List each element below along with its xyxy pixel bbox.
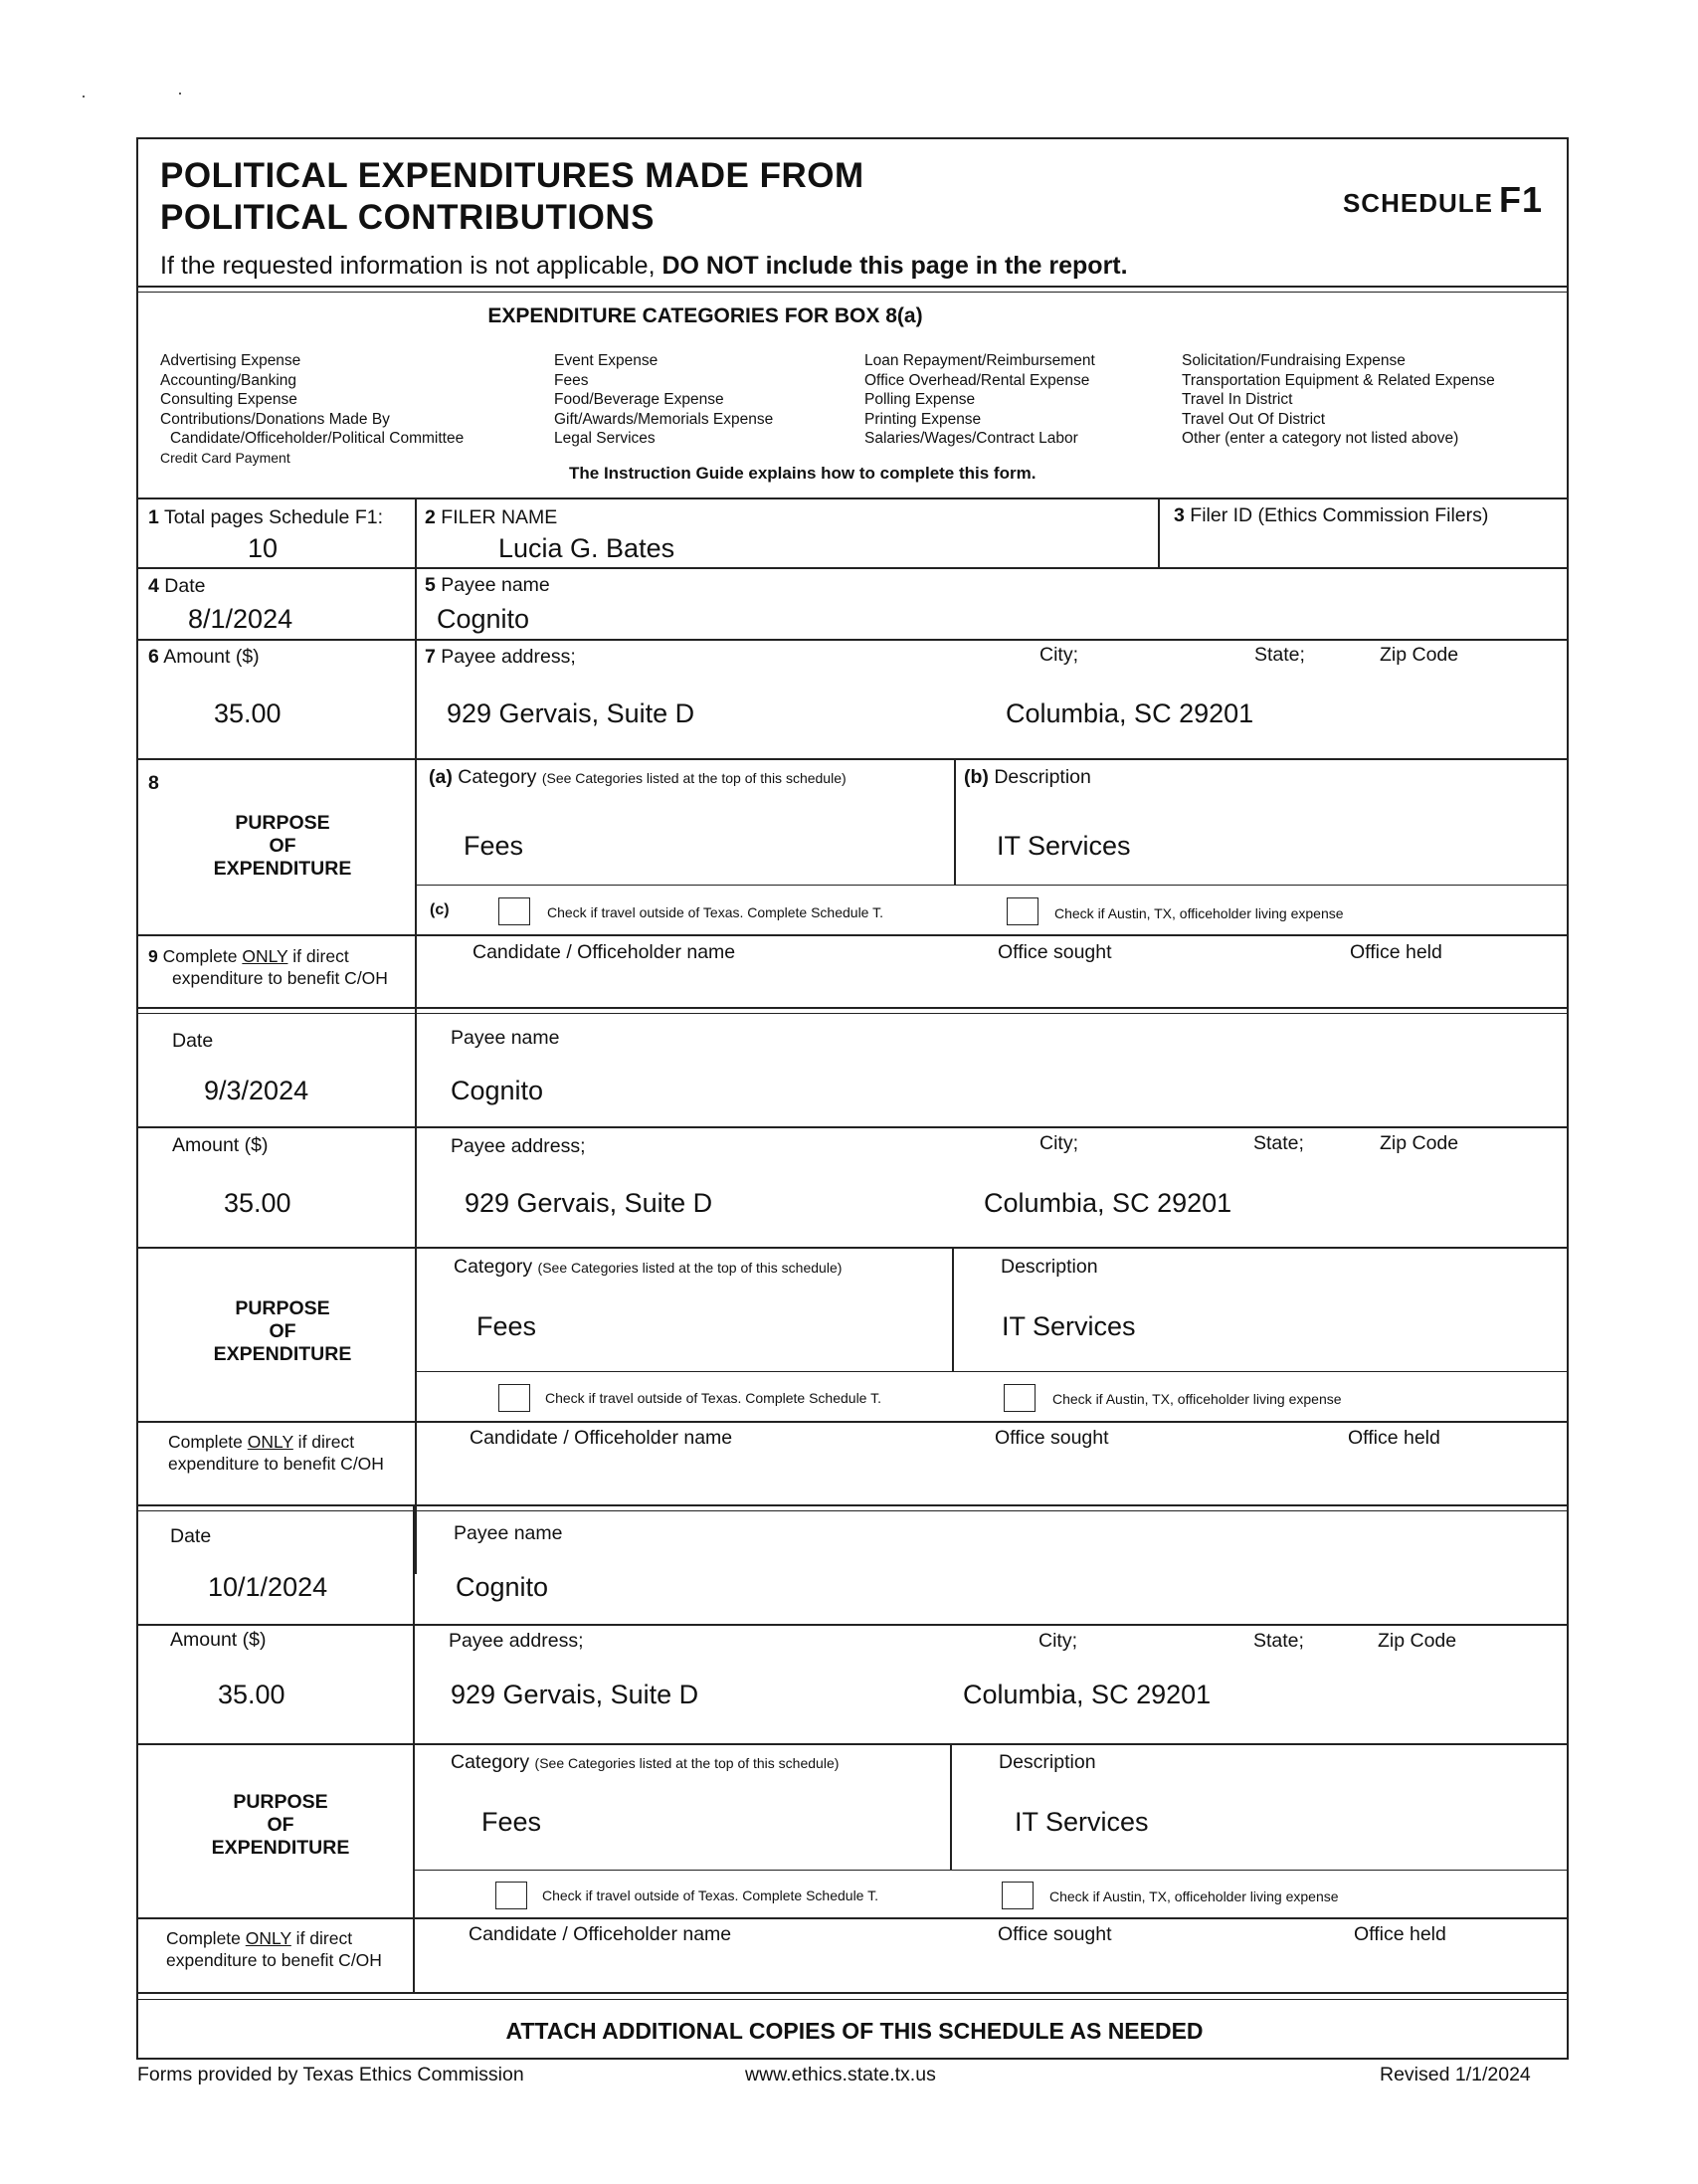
description-label: (b) Description — [964, 766, 1091, 788]
zip-label: Zip Code — [1380, 1132, 1459, 1154]
entry-2-category[interactable]: Fees — [476, 1311, 537, 1341]
footer-revised: Revised 1/1/2024 — [1380, 2064, 1531, 2085]
purpose-of-expenditure-label: PURPOSE OF EXPENDITURE — [211, 1791, 350, 1859]
entry-3-address[interactable]: 929 Gervais, Suite D — [451, 1680, 699, 1709]
entry-1-date[interactable]: 8/1/2024 — [188, 604, 293, 634]
categories-title: EXPENDITURE CATEGORIES FOR BOX 8(a) — [487, 304, 923, 327]
filer-id-label: 3 Filer ID (Ethics Commission Filers) — [1174, 504, 1489, 526]
travel-checkbox-label: Check if travel outside of Texas. Complete Schedule T. — [545, 1390, 881, 1406]
city-label: City; — [1038, 1630, 1077, 1652]
categories-col-1: Advertising Expense Accounting/Banking Consulting Expense Contributions/Donations Made By Candidate/Officeholder/Political Committee Credit Card Payment — [160, 352, 465, 466]
candidate-name-label: Candidate / Officeholder name — [469, 1923, 732, 1945]
zip-label: Zip Code — [1380, 644, 1459, 666]
payee-name-label: Payee name — [451, 1027, 560, 1049]
office-held-label: Office held — [1354, 1923, 1446, 1945]
form-title: POLITICAL EXPENDITURES MADE FROM POLITICAL CONTRIBUTIONS — [160, 156, 864, 237]
purpose-number: 8 — [148, 772, 159, 794]
scan-speck — [179, 93, 181, 95]
amount-label: 6 Amount ($) — [148, 646, 260, 668]
office-held-label: Office held — [1350, 941, 1442, 963]
entry-3-city-state-zip[interactable]: Columbia, SC 29201 — [963, 1680, 1212, 1709]
office-sought-label: Office sought — [998, 1923, 1112, 1945]
category-label: (a) Category (See Categories listed at the top of this schedule) — [429, 766, 847, 788]
entry-3-payee[interactable]: Cognito — [456, 1572, 549, 1602]
payee-name-label: 5 Payee name — [425, 574, 550, 596]
entry-1-payee[interactable]: Cognito — [437, 604, 530, 634]
payee-address-label: Payee address; — [451, 1135, 586, 1157]
austin-checkbox-label: Check if Austin, TX, officeholder living expense — [1054, 905, 1344, 921]
entry-2-austin-checkbox[interactable] — [1004, 1384, 1036, 1412]
entry-1-description[interactable]: IT Services — [997, 831, 1131, 861]
entry-2-payee[interactable]: Cognito — [451, 1076, 544, 1105]
zip-label: Zip Code — [1378, 1630, 1457, 1652]
state-label: State; — [1254, 644, 1305, 666]
entry-3-description[interactable]: IT Services — [1015, 1807, 1149, 1837]
office-sought-label: Office sought — [995, 1427, 1109, 1449]
category-label: Category (See Categories listed at the top of this schedule) — [451, 1751, 840, 1773]
total-pages-value[interactable]: 10 — [248, 533, 279, 563]
candidate-name-label: Candidate / Officeholder name — [472, 941, 736, 963]
purpose-of-expenditure-label: PURPOSE OF EXPENDITURE — [213, 1297, 352, 1365]
entry-3-austin-checkbox[interactable] — [1002, 1882, 1034, 1909]
travel-checkbox-label: Check if travel outside of Texas. Complete Schedule T. — [547, 904, 883, 920]
schedule-f1-form — [136, 137, 1569, 2060]
amount-label: Amount ($) — [170, 1629, 267, 1651]
categories-col-2: Event Expense Fees Food/Beverage Expense Gift/Awards/Memorials Expense Legal Services — [554, 352, 774, 447]
not-applicable-notice: If the requested information is not applicable, DO NOT include this page in the report. — [160, 252, 1128, 280]
entry-1-travel-checkbox[interactable] — [498, 897, 530, 925]
payee-name-label: Payee name — [454, 1522, 563, 1544]
date-label: Date — [172, 1030, 214, 1052]
total-pages-label: 1 Total pages Schedule F1: — [148, 506, 383, 528]
entry-3-travel-checkbox[interactable] — [495, 1882, 527, 1909]
entry-2-travel-checkbox[interactable] — [498, 1384, 530, 1412]
entry-2-address[interactable]: 929 Gervais, Suite D — [465, 1188, 713, 1218]
payee-address-label: Payee address; — [449, 1630, 584, 1652]
scan-speck — [83, 96, 85, 98]
state-label: State; — [1253, 1132, 1304, 1154]
category-label: Category (See Categories listed at the top of this schedule) — [454, 1256, 843, 1278]
entry-2-amount[interactable]: 35.00 — [224, 1188, 291, 1218]
entry-3-category[interactable]: Fees — [481, 1807, 542, 1837]
categories-col-4: Solicitation/Fundraising Expense Transportation Equipment & Related Expense Travel In District Travel Out Of District Other (enter a category not listed above) — [1182, 352, 1495, 447]
city-label: City; — [1039, 1132, 1078, 1154]
entry-1-amount[interactable]: 35.00 — [214, 698, 282, 728]
benefit-coh-label: Complete ONLY if direct expenditure to benefit C/OH — [168, 1432, 384, 1474]
categories-col-3: Loan Repayment/Reimbursement Office Overhead/Rental Expense Polling Expense Printing Expense Salaries/Wages/Contract Labor — [864, 352, 1095, 447]
benefit-coh-label: Complete ONLY if direct expenditure to benefit C/OH — [166, 1928, 382, 1970]
candidate-name-label: Candidate / Officeholder name — [470, 1427, 733, 1449]
filer-name-label: 2 FILER NAME — [425, 506, 558, 528]
description-label: Description — [1001, 1256, 1098, 1278]
entry-2-city-state-zip[interactable]: Columbia, SC 29201 — [984, 1188, 1232, 1218]
description-label: Description — [999, 1751, 1096, 1773]
entry-3-amount[interactable]: 35.00 — [218, 1680, 285, 1709]
benefit-coh-label: 9 Complete ONLY if direct expenditure to benefit C/OH — [148, 946, 388, 988]
attach-copies-note: ATTACH ADDITIONAL COPIES OF THIS SCHEDULE AS NEEDED — [505, 2018, 1204, 2044]
schedule-label: SCHEDULE F1 — [1342, 179, 1543, 220]
date-label: Date — [170, 1525, 212, 1547]
office-sought-label: Office sought — [998, 941, 1112, 963]
city-label: City; — [1039, 644, 1078, 666]
state-label: State; — [1253, 1630, 1304, 1652]
footer-website[interactable]: www.ethics.state.tx.us — [745, 2064, 936, 2085]
entry-1-address[interactable]: 929 Gervais, Suite D — [447, 698, 695, 728]
austin-checkbox-label: Check if Austin, TX, officeholder living expense — [1052, 1391, 1342, 1407]
austin-checkbox-label: Check if Austin, TX, officeholder living expense — [1049, 1888, 1339, 1904]
amount-label: Amount ($) — [172, 1134, 269, 1156]
entry-3-date[interactable]: 10/1/2024 — [208, 1572, 328, 1602]
travel-checkbox-label: Check if travel outside of Texas. Complete Schedule T. — [542, 1887, 878, 1903]
entry-1-category[interactable]: Fees — [464, 831, 524, 861]
purpose-of-expenditure-label: PURPOSE OF EXPENDITURE — [213, 812, 352, 880]
entry-1-city-state-zip[interactable]: Columbia, SC 29201 — [1006, 698, 1254, 728]
date-label: 4 Date — [148, 575, 206, 597]
entry-1-austin-checkbox[interactable] — [1007, 897, 1038, 925]
entry-2-date[interactable]: 9/3/2024 — [204, 1076, 309, 1105]
instruction-guide-note: The Instruction Guide explains how to complete this form. — [569, 464, 1037, 483]
office-held-label: Office held — [1348, 1427, 1440, 1449]
payee-address-label: 7 Payee address; — [425, 646, 576, 668]
entry-2-description[interactable]: IT Services — [1002, 1311, 1136, 1341]
filer-name-value[interactable]: Lucia G. Bates — [498, 533, 675, 563]
travel-c-label: (c) — [430, 901, 450, 918]
footer-provider: Forms provided by Texas Ethics Commission — [137, 2064, 524, 2085]
